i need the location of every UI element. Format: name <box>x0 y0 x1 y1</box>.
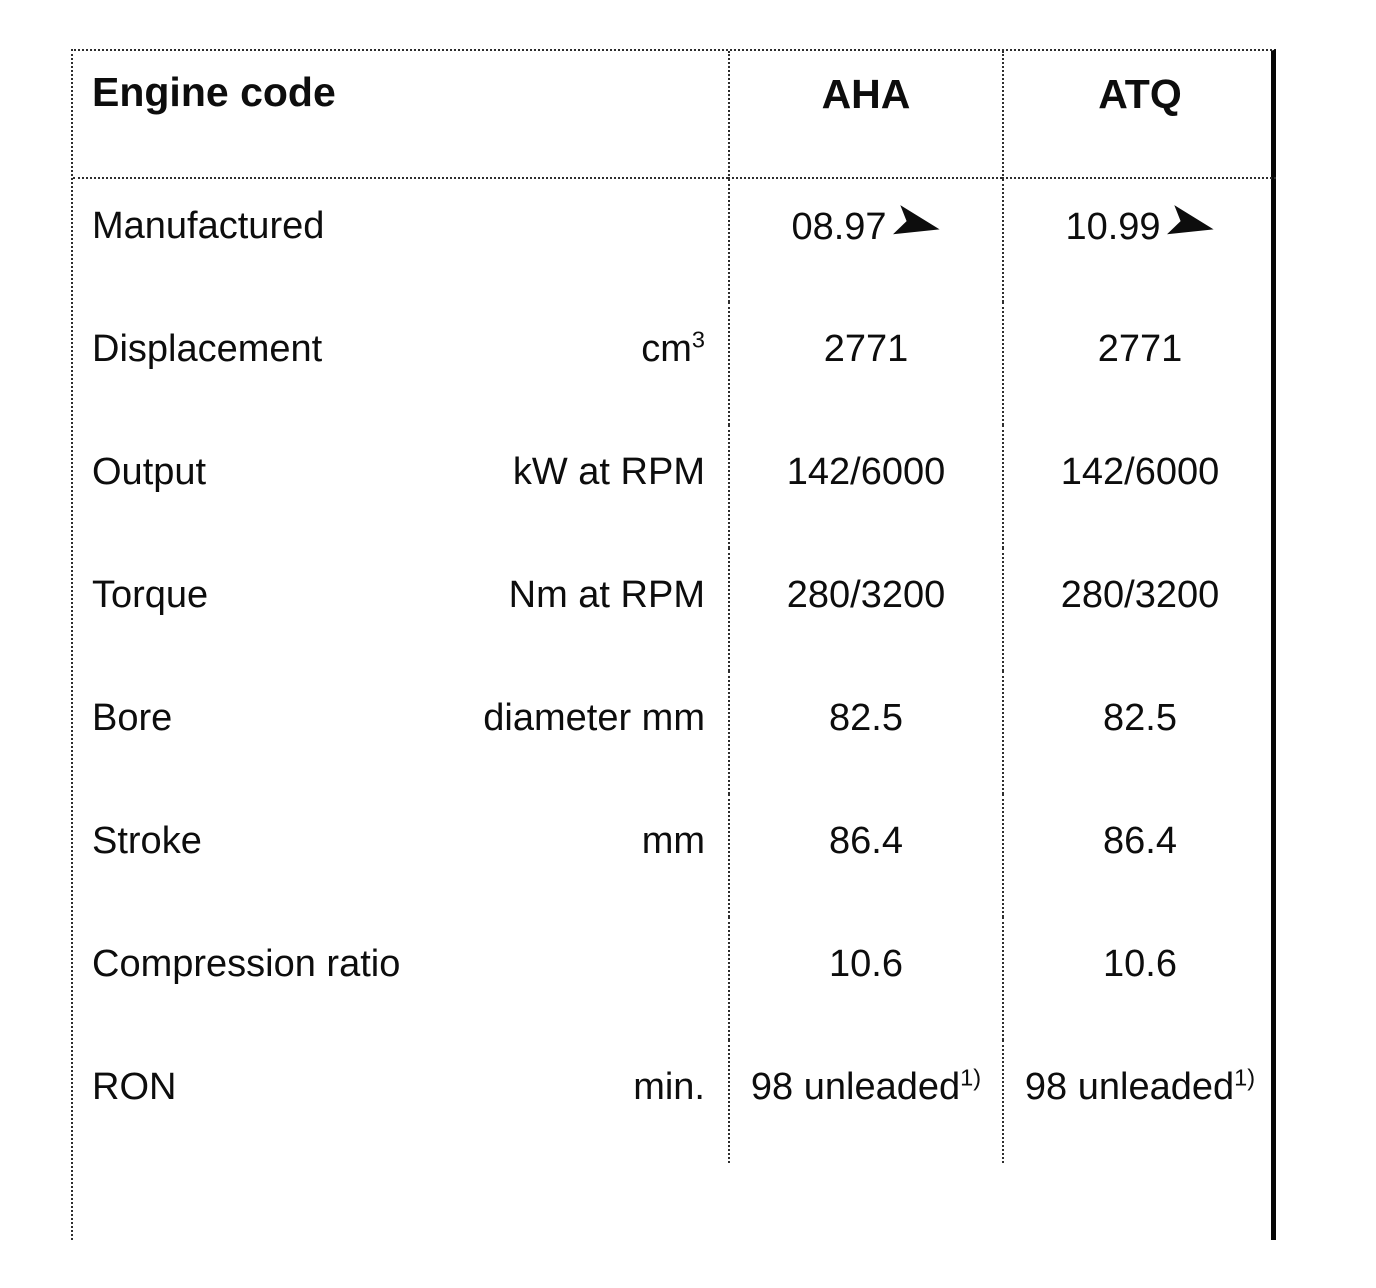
header-cell-atq <box>1002 51 1276 179</box>
compression-atq-value: 10.6 <box>1103 943 1177 985</box>
header-cell-aha <box>728 51 1002 179</box>
engine-code-header-label: Engine code <box>92 69 336 115</box>
row-label: Output <box>92 451 207 493</box>
atq-column-label: ATQ <box>1098 71 1182 117</box>
ron-aha-cell <box>728 1040 1002 1163</box>
torque-atq-value: 280/3200 <box>1060 574 1220 616</box>
row-unit: $cm^3$ <box>641 326 705 370</box>
header-cell-engine-code <box>73 51 728 179</box>
footer-spacer <box>1002 1163 1276 1240</box>
ron-aha-value: 98 unleaded$^{1)}$ <box>750 1064 982 1108</box>
forward-arrow-icon <box>891 202 944 248</box>
row-label: Bore <box>92 697 173 739</box>
stroke-atq-cell <box>1002 794 1276 917</box>
manufactured-aha-cell <box>728 179 1002 302</box>
row-label: Torque <box>92 574 209 616</box>
compression-aha-value: 10.6 <box>829 943 903 985</box>
displacement-aha-value: 2771 <box>823 328 909 370</box>
torque-aha-cell <box>728 548 1002 671</box>
displacement-atq-cell <box>1002 302 1276 425</box>
row-label: RON <box>92 1066 177 1108</box>
row-unit: mm <box>641 820 705 862</box>
output-atq-value: 142/6000 <box>1060 451 1220 493</box>
manufactured-atq-cell <box>1002 179 1276 302</box>
footer-spacer <box>73 1163 728 1240</box>
torque-atq-cell <box>1002 548 1276 671</box>
table-row-output-label <box>73 425 728 548</box>
engine-spec-table <box>71 49 1276 1240</box>
row-unit: diameter mm <box>483 697 705 739</box>
table-row-ron-label <box>73 1040 728 1163</box>
table-row-manufactured-label <box>73 179 728 302</box>
bore-aha-value: 82.5 <box>829 697 903 739</box>
displacement-aha-cell <box>728 302 1002 425</box>
table-row-compression-label <box>73 917 728 1040</box>
row-unit: min. <box>633 1066 705 1108</box>
torque-aha-value: 280/3200 <box>786 574 946 616</box>
row-label: Stroke <box>92 820 202 862</box>
bore-atq-cell <box>1002 671 1276 794</box>
table-row-torque-label <box>73 548 728 671</box>
row-label: Compression ratio <box>92 943 401 985</box>
ron-atq-cell <box>1002 1040 1276 1163</box>
ron-atq-value: 98 unleaded$^{1)}$ <box>1024 1064 1256 1108</box>
compression-aha-cell <box>728 917 1002 1040</box>
compression-atq-cell <box>1002 917 1276 1040</box>
table-row-stroke-label <box>73 794 728 917</box>
stroke-aha-value: 86.4 <box>829 820 903 862</box>
aha-column-label: AHA <box>821 71 911 117</box>
output-aha-value: 142/6000 <box>786 451 946 493</box>
row-unit: Nm at RPM <box>508 574 705 616</box>
bore-atq-value: 82.5 <box>1103 697 1177 739</box>
row-label: Manufactured <box>92 205 325 247</box>
row-label: Displacement <box>92 328 323 370</box>
bore-aha-cell <box>728 671 1002 794</box>
table-row-bore-label <box>73 671 728 794</box>
manufactured-aha-value: 08.97 <box>791 207 940 248</box>
output-atq-cell <box>1002 425 1276 548</box>
row-unit: kW at RPM <box>512 451 705 493</box>
manufactured-atq-value: 10.99 <box>1065 207 1214 248</box>
forward-arrow-icon <box>1165 202 1218 248</box>
stroke-aha-cell <box>728 794 1002 917</box>
displacement-atq-value: 2771 <box>1097 328 1183 370</box>
output-aha-cell <box>728 425 1002 548</box>
table-row-displacement-label <box>73 302 728 425</box>
footer-spacer <box>728 1163 1002 1240</box>
stroke-atq-value: 86.4 <box>1103 820 1177 862</box>
